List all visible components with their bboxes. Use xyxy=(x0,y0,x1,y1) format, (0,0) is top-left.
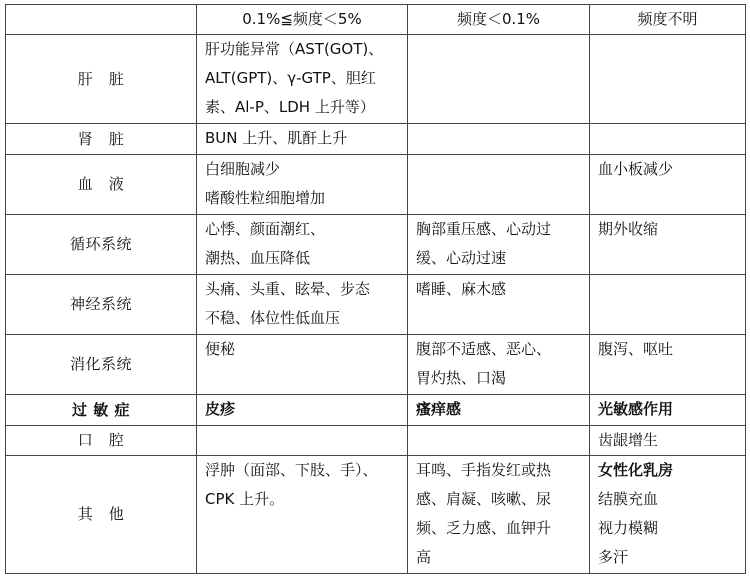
cell-rare: 腹部不适感、恶心、 胃灼热、口渴 xyxy=(408,335,590,395)
cell-unknown: 齿龈增生 xyxy=(590,426,746,456)
header-cell-common: 0.1%≦频度＜5% xyxy=(197,5,408,35)
organ-label: 口 腔 xyxy=(6,426,197,456)
cell-common: 心悸、颜面潮红、 潮热、血压降低 xyxy=(197,215,408,275)
header-cell-unknown: 频度不明 xyxy=(590,5,746,35)
cell-unknown: 女性化乳房 结膜充血 视力模糊 多汗 xyxy=(590,456,746,574)
cell-rare: 耳鸣、手指发红或热 感、肩凝、咳嗽、尿 频、乏力感、血钾升 高 xyxy=(408,456,590,574)
organ-label: 其 他 xyxy=(6,456,197,574)
table-row-blood xyxy=(6,155,746,215)
organ-label: 循环系统 xyxy=(6,215,197,275)
cell-common: 肝功能异常（AST(GOT)、 ALT(GPT)、γ-GTP、胆红 素、Al-P、LDH 上升等） xyxy=(197,35,408,124)
cell-unknown: 期外收缩 xyxy=(590,215,746,275)
table-row-circulatory xyxy=(6,215,746,275)
cell-common: 便秘 xyxy=(197,335,408,395)
cell-common: 浮肿（面部、下肢、手）、 CPK 上升。 xyxy=(197,456,408,574)
cell-common xyxy=(197,426,408,456)
header-cell-organ xyxy=(6,5,197,35)
table-row-digestive xyxy=(6,335,746,395)
organ-label: 肝 脏 xyxy=(6,35,197,124)
table-row-nervous xyxy=(6,275,746,335)
cell-rare: 瘙痒感 xyxy=(408,395,590,426)
cell-unknown: 血小板减少 xyxy=(590,155,746,215)
cell-unknown xyxy=(590,275,746,335)
cell-rare xyxy=(408,124,590,155)
table-row-kidney xyxy=(6,124,746,155)
table-row-allergy xyxy=(6,395,746,426)
organ-label: 过 敏 症 xyxy=(6,395,197,426)
header-cell-rare: 频度＜0.1% xyxy=(408,5,590,35)
header-row xyxy=(6,5,746,35)
organ-label: 消化系统 xyxy=(6,335,197,395)
adverse-reactions-table xyxy=(5,4,746,574)
cell-unknown xyxy=(590,124,746,155)
cell-unknown: 腹泻、呕吐 xyxy=(590,335,746,395)
table-row-oral xyxy=(6,426,746,456)
organ-label: 肾 脏 xyxy=(6,124,197,155)
cell-common: 皮疹 xyxy=(197,395,408,426)
cell-rare: 胸部重压感、心动过 缓、心动过速 xyxy=(408,215,590,275)
organ-label: 血 液 xyxy=(6,155,197,215)
cell-common: 头痛、头重、眩晕、步态 不稳、体位性低血压 xyxy=(197,275,408,335)
cell-unknown: 光敏感作用 xyxy=(590,395,746,426)
cell-rare xyxy=(408,35,590,124)
cell-rare xyxy=(408,426,590,456)
organ-label: 神经系统 xyxy=(6,275,197,335)
cell-unknown xyxy=(590,35,746,124)
table-row-liver xyxy=(6,35,746,124)
cell-common: 白细胞减少 嗜酸性粒细胞增加 xyxy=(197,155,408,215)
cell-rare xyxy=(408,155,590,215)
cell-rare: 嗜睡、麻木感 xyxy=(408,275,590,335)
cell-common: BUN 上升、肌酐上升 xyxy=(197,124,408,155)
table-row-other xyxy=(6,456,746,574)
